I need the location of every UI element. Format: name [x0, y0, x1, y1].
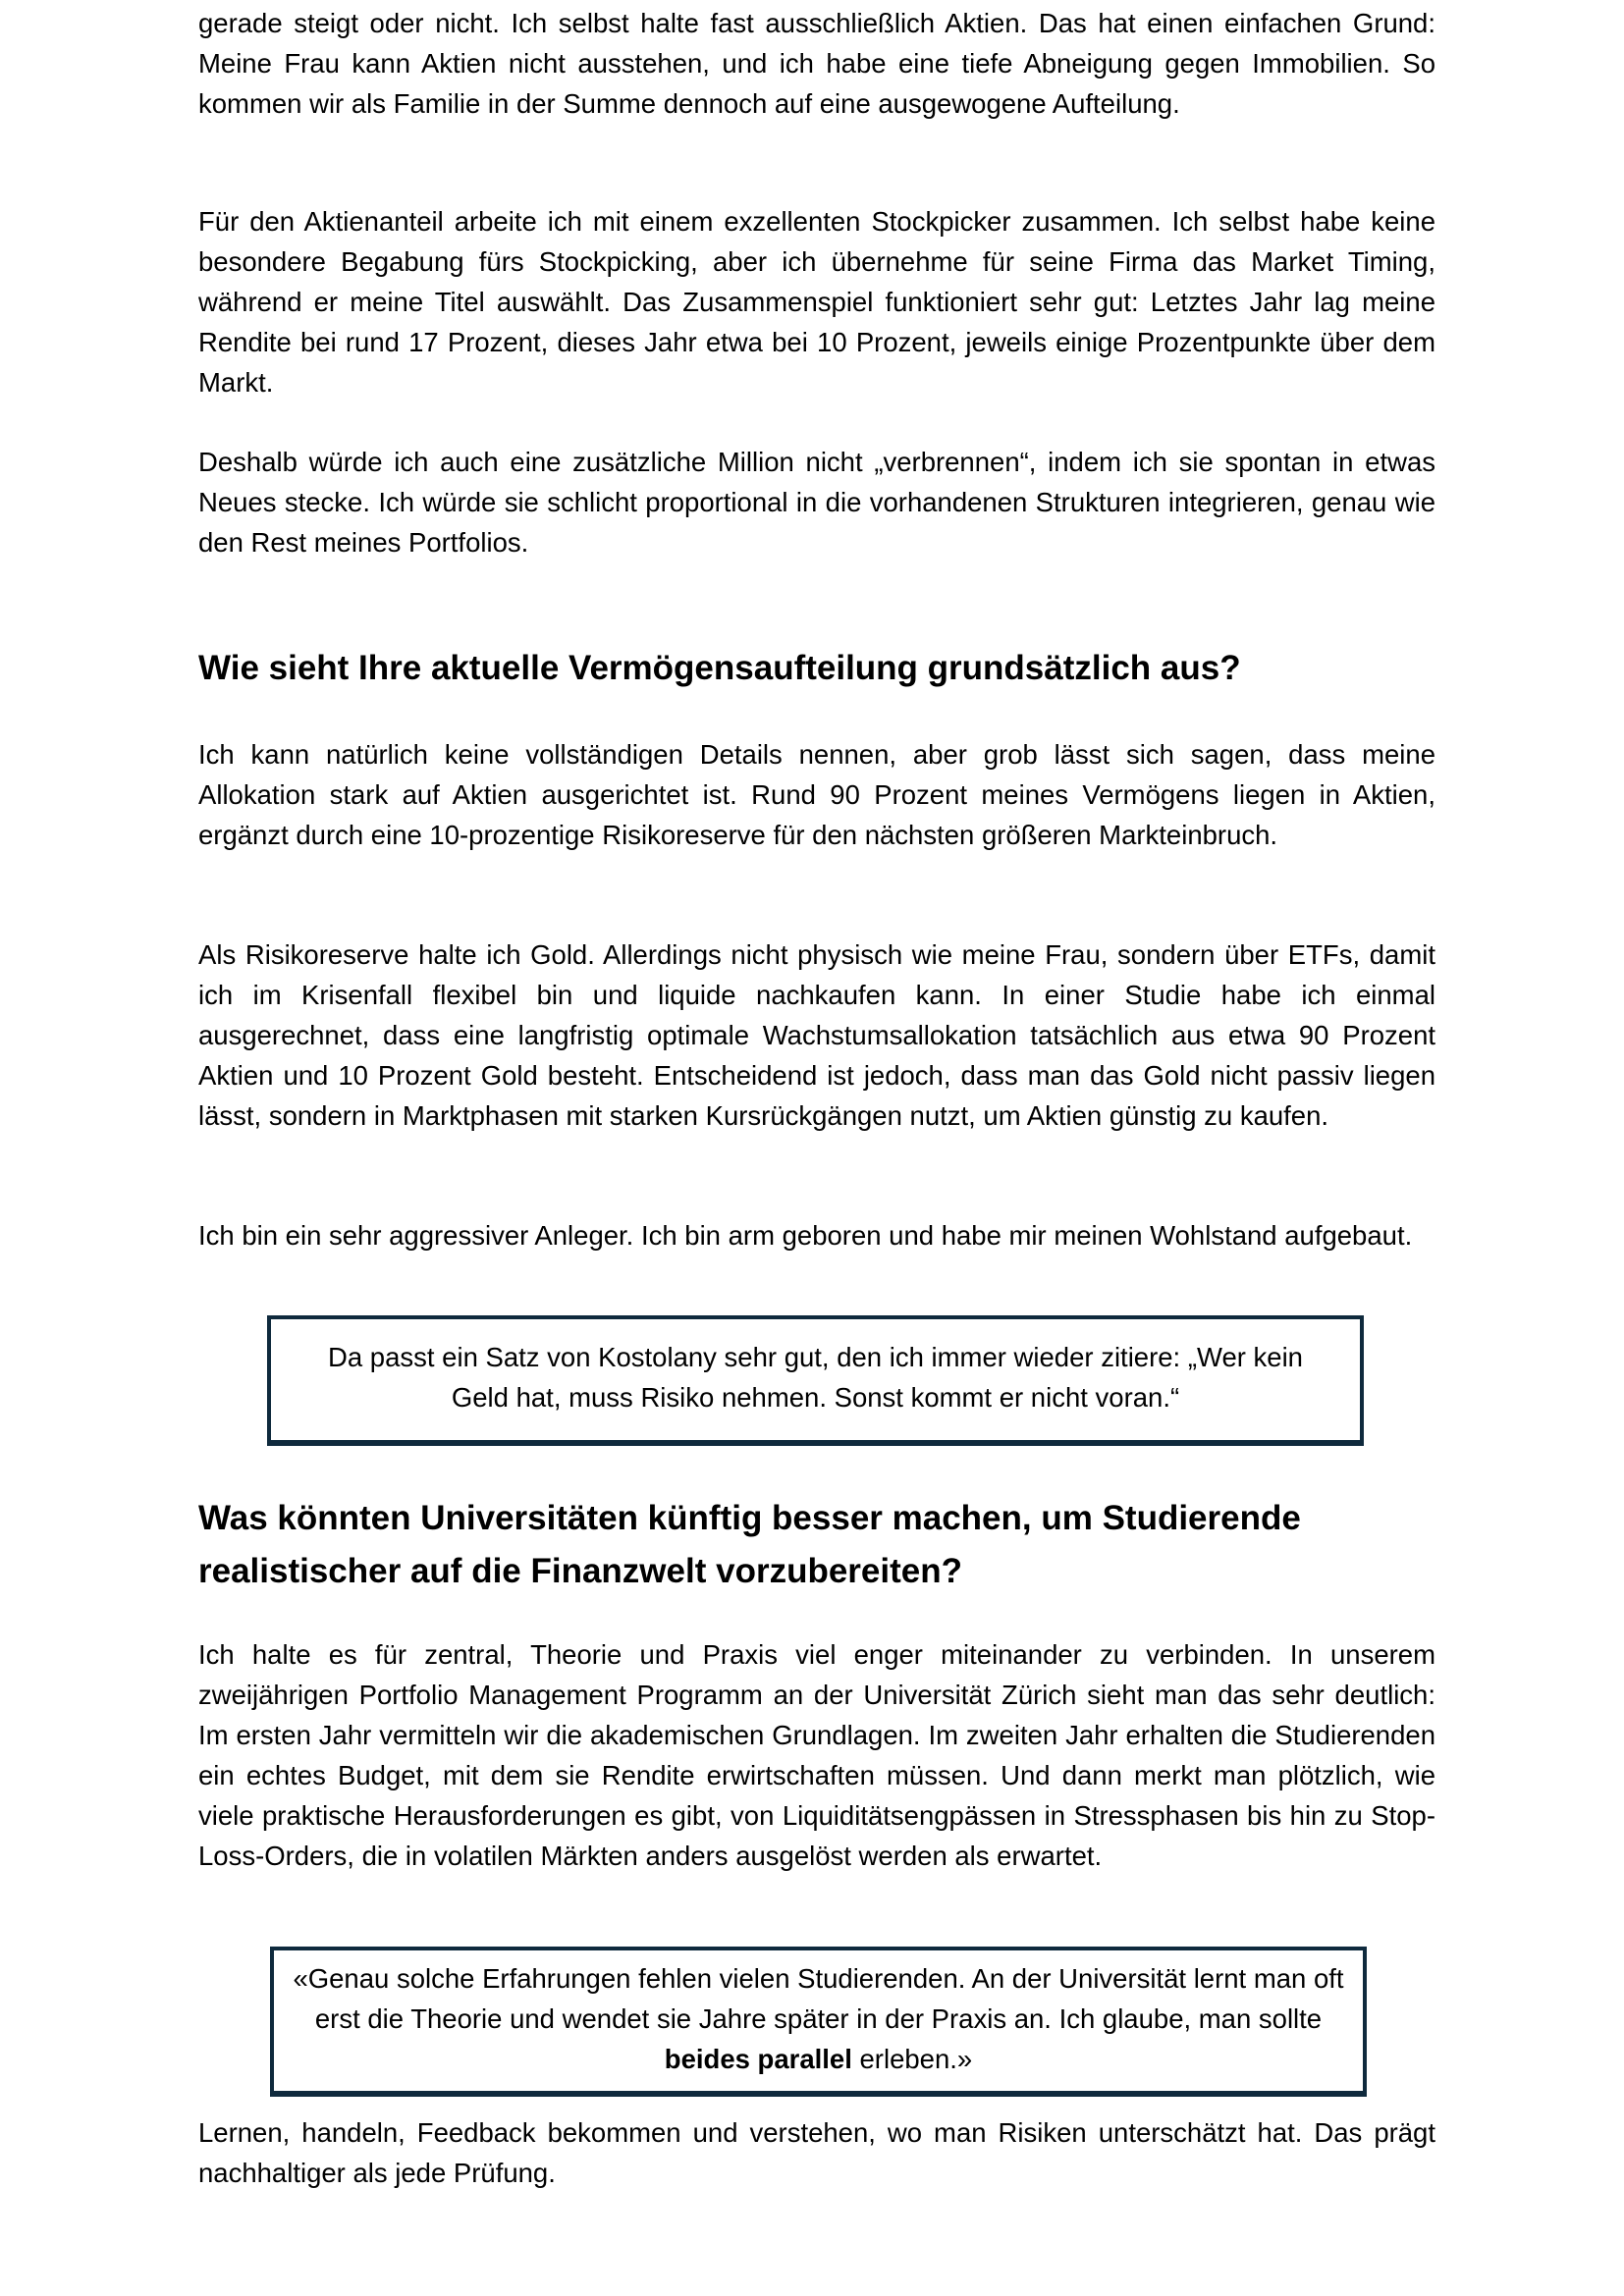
paragraph-allocation-3: Ich bin ein sehr aggressiver Anleger. Ich bin arm geboren und habe mir meinen Wohlstand aufgebaut. [198, 1220, 1413, 1251]
paragraph-intro-3: Deshalb würde ich auch eine zusätzliche Million nicht „verbrennen“, indem ich sie spontan in etwas Neues stecke. Ich würde sie schlicht proportional in die vorhandenen Strukturen integrieren, genau wie den Rest meines Portfolios. [198, 447, 1435, 558]
paragraph-allocation-1: Ich kann natürlich keine vollständigen Details nennen, aber grob lässt sich sagen, dass meine Allokation stark auf Aktien ausgerichtet ist. Rund 90 Prozent meines Vermögens liegen in Aktien, ergänzt durch eine 10-prozentige Risikoreserve für den nächsten größeren Markteinbruch. [198, 739, 1435, 850]
quote-box-university [270, 1947, 1367, 2097]
paragraph-closing: Lernen, handeln, Feedback bekommen und verstehen, wo man Risiken unterschätzt hat. Das prägt nachhaltiger als jede Prüfung. [198, 2117, 1435, 2188]
quote-box-kostolany [267, 1315, 1364, 1446]
paragraph-intro-1: gerade steigt oder nicht. Ich selbst halte fast ausschließlich Aktien. Das hat einen einfachen Grund: Meine Frau kann Aktien nicht ausstehen, und ich habe eine tiefe Abneigung gegen Immobilien. So kommen wir als Familie in der Summe dennoch auf eine ausgewogene Aufteilung. [198, 8, 1435, 119]
paragraph-universities-1: Ich halte es für zentral, Theorie und Praxis viel enger miteinander zu verbinden. In unserem zweijährigen Portfolio Management Programm an der Universität Zürich sieht man das sehr deutlich: Im ersten Jahr vermitteln wir die akademischen Grundlagen. Im zweiten Jahr erhalten die Studierenden ein echtes Budget, mit dem sie Rendite erwirtschaften müssen. Und dann merkt man plötzlich, wie viele praktische Herausforderungen es gibt, von Liquiditätsengpässen in Stressphasen bis hin zu Stop-Loss-Orders, die in volatilen Märkten anders ausgelöst werden als erwartet. [198, 1639, 1435, 1871]
quote-text-university-before: «Genau solche Erfahrungen fehlen vielen Studierenden. An der Universität lernt man oft erst die Theorie und wendet sie Jahre später in der Praxis an. Ich glaube, man sollte [293, 1963, 1344, 2034]
section-heading-allocation: Wie sieht Ihre aktuelle Vermögensaufteilung grundsätzlich aus? [198, 649, 1241, 687]
section-heading-universities: Was könnten Universitäten künftig besser machen, um Studierende realistischer auf die Finanzwelt vorzubereiten? [198, 1499, 1301, 1590]
paragraph-intro-2: Für den Aktienanteil arbeite ich mit einem exzellenten Stockpicker zusammen. Ich selbst habe keine besondere Begabung fürs Stockpicking, aber ich übernehme für seine Firma das Market Timing, während er meine Titel auswählt. Das Zusammenspiel funktioniert sehr gut: Letztes Jahr lag meine Rendite bei rund 17 Prozent, dieses Jahr etwa bei 10 Prozent, jeweils einige Prozentpunkte über dem Markt. [198, 206, 1435, 398]
quote-text-kostolany: Da passt ein Satz von Kostolany sehr gut, den ich immer wieder zitiere: „Wer kein Geld hat, muss Risiko nehmen. Sonst kommt er nicht voran.“ [328, 1342, 1303, 1413]
quote-text-university-after: erleben.» [851, 2044, 973, 2074]
quote-text-university-bold: beides parallel [664, 2044, 852, 2074]
paragraph-allocation-2: Als Risikoreserve halte ich Gold. Allerdings nicht physisch wie meine Frau, sondern über ETFs, damit ich im Krisenfall flexibel bin und liquide nachkaufen kann. In einer Studie habe ich einmal ausgerechnet, dass eine langfristig optimale Wachstumsallokation tatsächlich aus etwa 90 Prozent Aktien und 10 Prozent Gold besteht. Entscheidend ist jedoch, dass man das Gold nicht passiv liegen lässt, sondern in Marktphasen mit starken Kursrückgängen nutzt, um Aktien günstig zu kaufen. [198, 939, 1435, 1131]
